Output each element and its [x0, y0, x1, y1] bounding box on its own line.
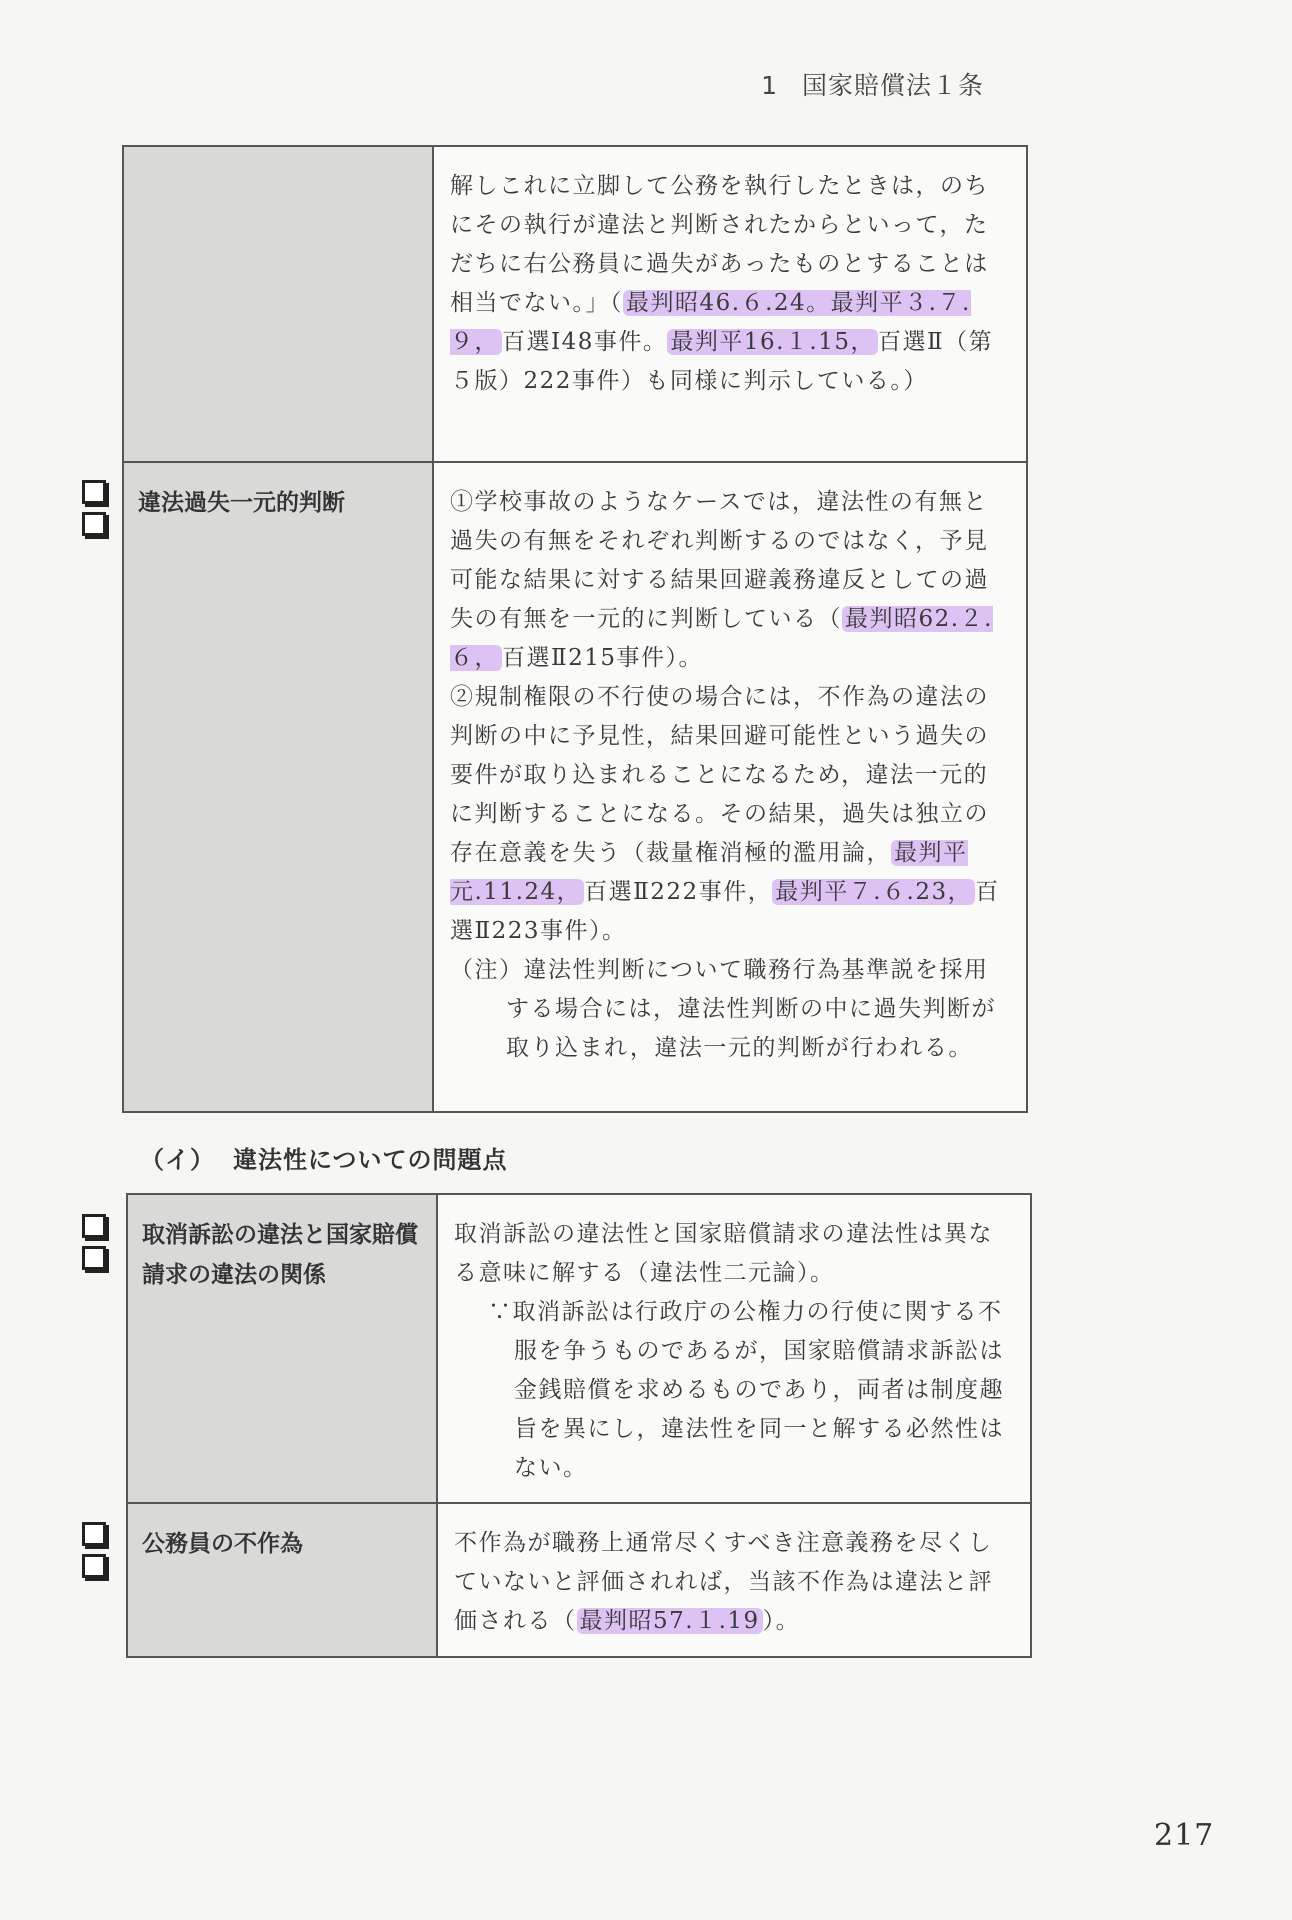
review-checkbox[interactable]: [82, 1214, 106, 1238]
row-heading: [123, 146, 433, 462]
table-row: [127, 1194, 1031, 1503]
table-row: [123, 146, 1027, 462]
checkbox-pair: [82, 480, 106, 544]
highlight-case: 最判平16.１.15，: [667, 329, 878, 355]
page-number: 217: [1154, 1818, 1215, 1853]
table-row: [123, 462, 1027, 1112]
point-2: ②規制権限の不行使の場合には，不作為の違法の判断の中に予見性，結果回避可能性という過失の要件が取り込まれることになるため，違法一元的に判断することになる。その結果，過失は独立の存在意義を失う（裁量権消極的濫用論， 最判平元.11.24， 百選Ⅱ222事件， 最判平７.６.23， 百選Ⅱ223事件）。: [450, 684, 1000, 944]
row-body: [437, 1503, 1031, 1657]
row-body: [433, 462, 1027, 1112]
chapter-number: 1: [761, 71, 778, 100]
row-body: [437, 1194, 1031, 1503]
row-heading: 違法過失一元的判断: [123, 462, 433, 1112]
note: （注）違法性判断について職務行為基準説を採用する場合には，違法性判断の中に過失判断が取り込まれ，違法一元的判断が行われる。: [450, 957, 996, 1061]
point-1: ①学校事故のようなケースでは，違法性の有無と過失の有無をそれぞれ判断するのではなく，予見可能な結果に対する結果回避義務違反としての過失の有無を一元的に判断している（ 最判昭62.２.６， 百選Ⅱ215事件）。: [450, 489, 993, 671]
continued-paragraph: 解しこれに立脚して公務を執行したときは，のちにその執行が違法と判断されたからといって，ただちに右公務員に過失があったものとすることは相当でない。」（ 最判昭46.６.24。最判平３.７.９， 百選Ⅰ48事件。 最判平16.１.15， 百選Ⅱ（第５版）222事件）も同様に判示している。）: [450, 173, 994, 394]
highlight-case: 最判平元.11.24，: [450, 840, 968, 905]
review-checkbox[interactable]: [82, 1554, 106, 1578]
chapter-title: 国家賠償法１条: [801, 71, 984, 100]
running-header: [761, 66, 984, 102]
section-marker: （イ）: [140, 1146, 215, 1174]
checkbox-pair: [82, 1522, 106, 1586]
review-checkbox[interactable]: [82, 1246, 106, 1270]
highlight-case: 最判平７.６.23，: [772, 879, 975, 905]
row-heading: 公務員の不作為: [127, 1503, 437, 1657]
row-heading: 取消訴訟の違法と国家賠償請求の違法の関係: [127, 1194, 437, 1503]
section-heading: [140, 1140, 508, 1175]
top-table: [122, 145, 1028, 1113]
main-point: 取消訴訟の違法性と国家賠償請求の違法性は異なる意味に解する（違法性二元論）。: [454, 1221, 993, 1286]
review-checkbox[interactable]: [82, 480, 106, 504]
checkbox-pair: [82, 1214, 106, 1278]
reason: ∵取消訴訟は行政庁の公権力の行使に関する不服を争うものであるが，国家賠償請求訴訟は金銭賠償を求めるものであり，両者は制度趣旨を異にし，違法性を同一と解する必然性はない。: [488, 1299, 1004, 1481]
row-body: [433, 146, 1027, 462]
table-row: [127, 1503, 1031, 1657]
review-checkbox[interactable]: [82, 1522, 106, 1546]
review-checkbox[interactable]: [82, 512, 106, 536]
highlight-case: 最判昭57.１.19: [577, 1608, 763, 1634]
bottom-table: [126, 1193, 1032, 1658]
section-title: 違法性についての問題点: [233, 1146, 508, 1174]
highlight-case: 最判昭62.２.６，: [450, 606, 993, 671]
highlight-case: 最判昭46.６.24。最判平３.７.９，: [450, 290, 971, 355]
main-point: 不作為が職務上通常尽くすべき注意義務を尽くしていないと評価されれば，当該不作為は違法と評価される（ 最判昭57.１.19 ）。: [454, 1530, 993, 1634]
